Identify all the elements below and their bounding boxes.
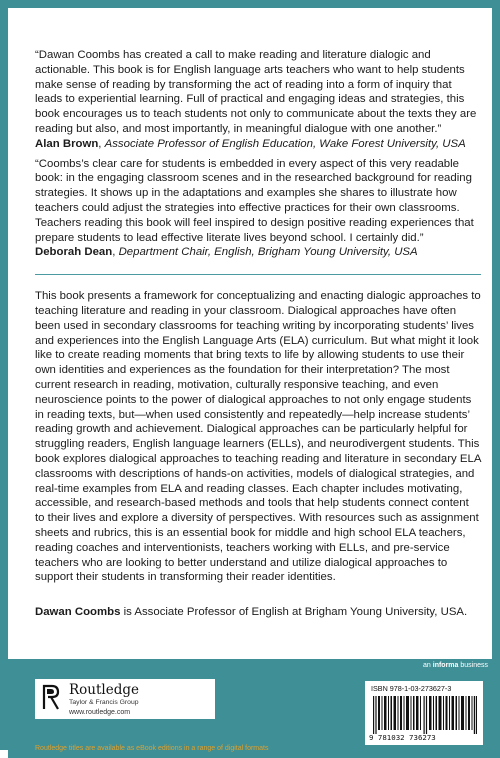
- book-description: This book presents a framework for conceptualizing and enacting dialogic approaches to teaching literature and reading in your classroom. Dialogical approaches have often been used in secondary classrooms for teaching writing by incorporating students’ lives and experiences into the English Language Arts (ELA) curriculum. But what might it look like to create reading moments that bring texts to life by allowing students to use their own identities and experiences as the foundation for their interpretation? The most current research in reading, motivation, culturally responsive teaching, and even neuroscience points to the power of dialogical approaches to not only engage students in reading texts, but—when used consistently and repeatedly—help increase students’ reading growth and achievement. Dialogical approaches can be particularly helpful for struggling readers, English language learners (ELLs), and neurodivergent students. This book explores dialogical approaches to teaching reading and literature in secondary ELA classrooms with descriptions of hands-on activities, models of dialogical strategies, and real-time examples from ELA and reading classes. Each chapter includes motivating, accessible, and research-based methods and tools that help students connect content to their lives and explore a diversity of perspectives. With resources such as assignment sheets and rubrics, this is an essential book for middle and high school ELA teachers, reading coaches and interventionists, teachers working with ELLs, and pre-service teachers who are looking to better understand and utilize dialogical approaches to support their students in transforming their reader identities.: [35, 290, 481, 584]
- publisher-name: Routledge: [69, 682, 139, 698]
- publisher-group: Taylor & Francis Group: [69, 699, 139, 706]
- quote-affiliation: Associate Professor of English Education, Wake Forest University, USA: [104, 137, 466, 150]
- cover-content: [35, 48, 481, 620]
- publisher-url: www.routledge.com: [69, 709, 131, 716]
- quote-text: “Dawan Coombs has created a call to make reading and literature dialogic and actionable. This book is for English language arts teachers who want to help students make sense of reading by transforming the act of reading into a form of inquiry that leads to experiential learning. Full of practical and engaging ideas and strategies, this book encourages us to teach students not only to communicate about the texts they are reading but also, and most importantly, in meaningful dialogue with one another.”: [35, 49, 477, 135]
- informa-business-label: [423, 662, 488, 669]
- quote-name: Deborah Dean: [35, 246, 113, 259]
- quote-attribution: Alan Brown, Associate Professor of English Education, Wake Forest University, USA: [35, 137, 466, 150]
- author-bio-text: is Associate Professor of English at Brigham Young University, USA.: [120, 606, 468, 619]
- author-bio: [35, 605, 481, 620]
- quote-text: “Coombs’s clear care for students is embedded in every aspect of this very readable book: in the engaging classroom scenes and in the researched background for reading strategies. It shows up in the adaptations and examples she shares to illustrate how teachers could adjust the strategies into effective practices for their own classrooms. Teachers reading this book will feel inspired to design positive reading experiences that prepare students to lead effective literate lives beyond school. I certainly did.”: [35, 157, 474, 244]
- barcode-digits: 9 781032 736273: [369, 733, 436, 742]
- cover-footer-band: [8, 659, 500, 758]
- publisher-logo-block: [35, 679, 215, 719]
- isbn-barcode-block: [365, 681, 483, 745]
- routledge-r-logo-icon: [41, 683, 61, 711]
- informa-prefix: an: [423, 662, 433, 669]
- isbn-barcode-icon: [373, 696, 477, 734]
- section-divider: [35, 274, 481, 275]
- informa-suffix: business: [458, 662, 488, 669]
- endorsement-quote-1: [35, 48, 481, 152]
- quote-name: Alan Brown: [35, 137, 99, 150]
- isbn-number: ISBN 978-1-03-273627-3: [371, 684, 452, 693]
- quote-affiliation: Department Chair, English, Brigham Young University, USA: [118, 246, 418, 259]
- ebook-availability-note: Routledge titles are available as eBook editions in a range of digital formats: [35, 745, 269, 752]
- author-name: Dawan Coombs: [35, 606, 121, 619]
- endorsement-quote-2: [35, 157, 481, 261]
- quote-attribution: Deborah Dean, Department Chair, English, Brigham Young University, USA: [35, 246, 418, 259]
- informa-brand: informa: [432, 662, 459, 669]
